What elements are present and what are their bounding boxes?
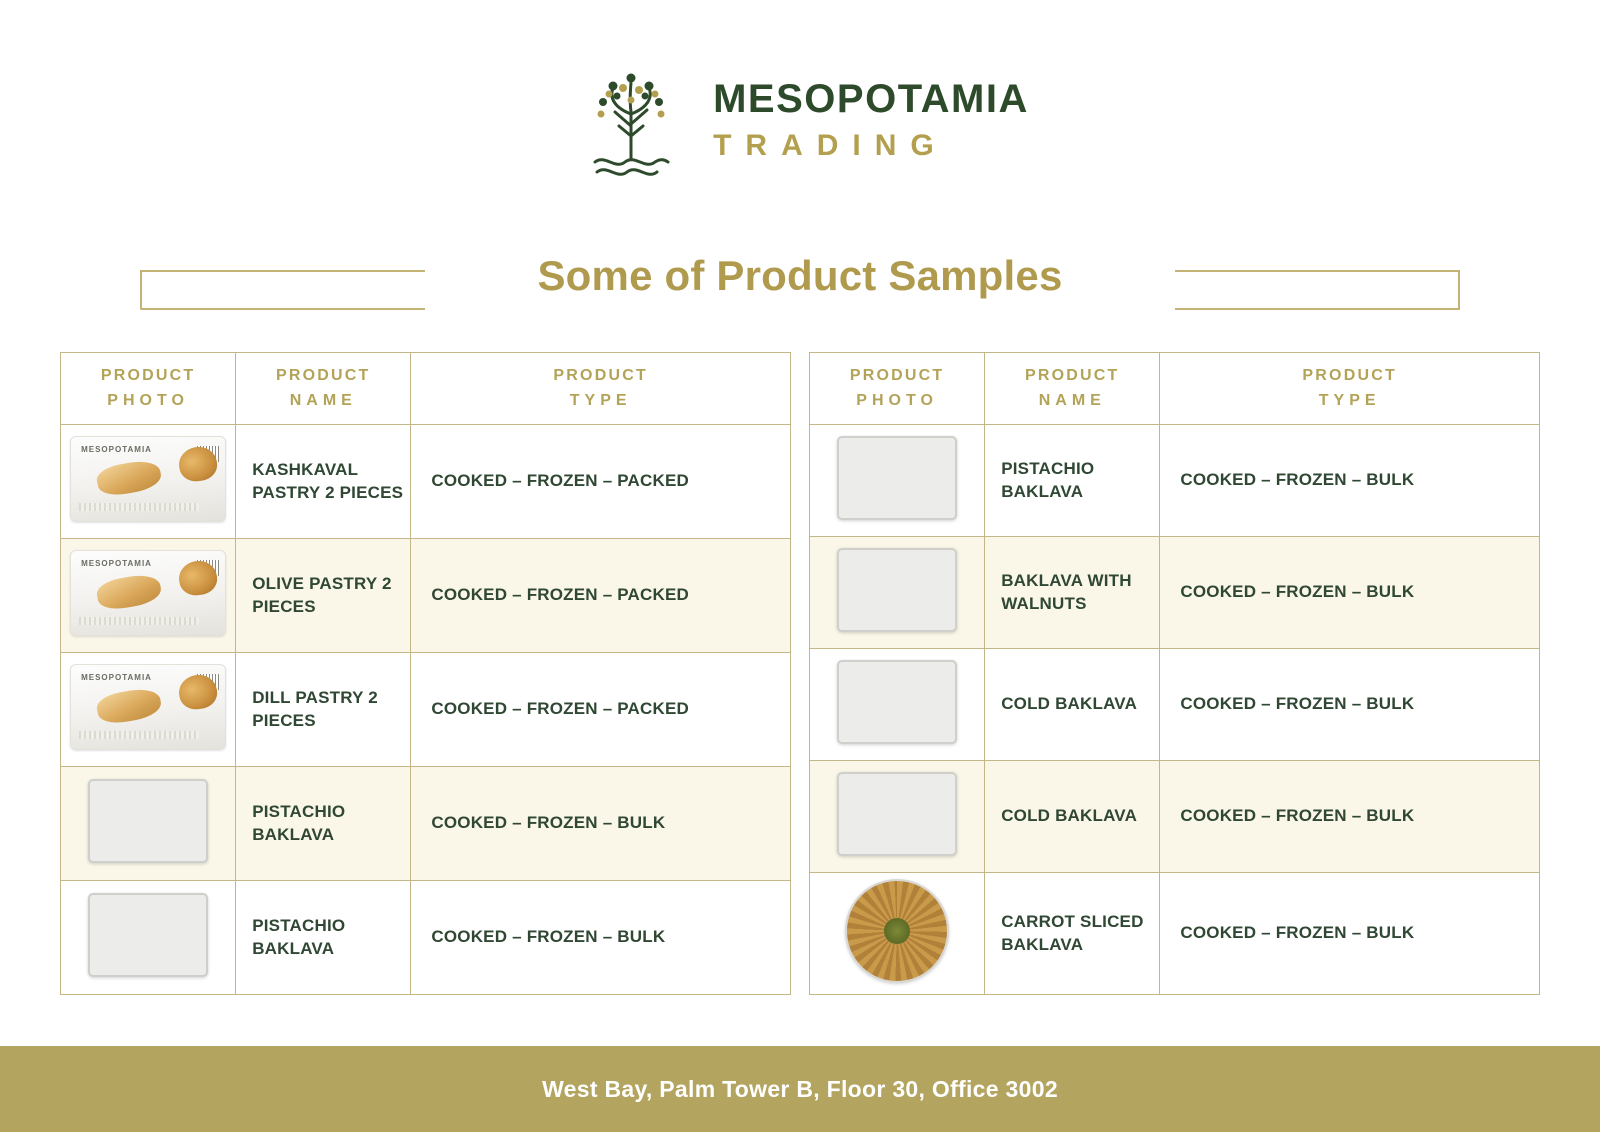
table-row <box>810 425 1540 537</box>
column-header-photo <box>810 353 985 425</box>
brand-tagline: TRADING <box>713 128 948 162</box>
product-type-cell: COOKED – FROZEN – PACKED <box>411 653 791 767</box>
table-row <box>61 539 791 653</box>
column-header-type-line1: PRODUCT <box>553 366 648 384</box>
olive-pastry-package-photo: MESOPOTAMIA <box>70 550 226 636</box>
product-name-cell: BAKLAVA WITH WALNUTS <box>985 537 1160 649</box>
product-name-cell: KASHKAVAL PASTRY 2 PIECES <box>236 425 411 539</box>
column-header-name <box>985 353 1160 425</box>
pistachio-baklava-tray-photo <box>88 779 208 863</box>
product-photo-cell <box>810 873 985 995</box>
product-type-cell: COOKED – FROZEN – BULK <box>1160 761 1540 873</box>
product-table-right <box>809 352 1540 995</box>
column-header-photo <box>61 353 236 425</box>
product-photo-cell <box>810 425 985 537</box>
column-header-name-line2: NAME <box>289 391 357 409</box>
brand-wordmark <box>713 78 1029 165</box>
product-table-left <box>60 352 791 995</box>
product-name-cell: CARROT SLICED BAKLAVA <box>985 873 1160 995</box>
product-photo-cell <box>61 653 236 767</box>
title-row <box>0 252 1600 322</box>
column-header-name-line2: NAME <box>1038 391 1106 409</box>
table-header-row <box>810 353 1540 425</box>
brand-header <box>0 62 1600 180</box>
table-row <box>810 537 1540 649</box>
column-header-type-line2: TYPE <box>569 391 632 409</box>
column-header-name-line1: PRODUCT <box>276 366 371 384</box>
product-type-cell: COOKED – FROZEN – BULK <box>1160 425 1540 537</box>
table-row <box>61 881 791 995</box>
column-header-photo-line1: PRODUCT <box>849 366 945 384</box>
product-name-cell: PISTACHIO BAKLAVA <box>236 881 411 995</box>
tree-logo-icon <box>571 62 691 180</box>
product-photo-cell <box>810 537 985 649</box>
product-photo-cell <box>810 761 985 873</box>
table-row <box>61 767 791 881</box>
product-type-cell: COOKED – FROZEN – BULK <box>1160 537 1540 649</box>
product-photo-cell <box>810 649 985 761</box>
footer-bar <box>0 1046 1600 1132</box>
pistachio-baklava-large-tray-photo <box>837 436 957 520</box>
brand-name: MESOPOTAMIA <box>713 76 1029 121</box>
product-type-cell: COOKED – FROZEN – BULK <box>1160 649 1540 761</box>
product-name-cell: OLIVE PASTRY 2 PIECES <box>236 539 411 653</box>
product-photo-cell <box>61 425 236 539</box>
table-row <box>810 761 1540 873</box>
column-header-type <box>1160 353 1540 425</box>
product-name-cell: DILL PASTRY 2 PIECES <box>236 653 411 767</box>
carrot-sliced-baklava-round-photo <box>845 879 949 983</box>
product-type-cell: COOKED – FROZEN – BULK <box>411 881 791 995</box>
product-type-cell: COOKED – FROZEN – BULK <box>1160 873 1540 995</box>
walnut-baklava-rolls-tray-photo <box>837 548 957 632</box>
cold-baklava-green-tray-photo <box>837 660 957 744</box>
table-row <box>810 873 1540 995</box>
column-header-photo-line1: PRODUCT <box>100 366 196 384</box>
product-name-cell: COLD BAKLAVA <box>985 649 1160 761</box>
kashkaval-pastry-package-photo: MESOPOTAMIA <box>70 436 226 522</box>
column-header-type <box>411 353 791 425</box>
product-type-cell: COOKED – FROZEN – PACKED <box>411 425 791 539</box>
product-name-cell: COLD BAKLAVA <box>985 761 1160 873</box>
table-row <box>61 653 791 767</box>
product-photo-cell <box>61 881 236 995</box>
page-title: Some of Product Samples <box>537 252 1063 299</box>
product-tables <box>60 352 1540 995</box>
table-header-row <box>61 353 791 425</box>
product-name-cell: PISTACHIO BAKLAVA <box>985 425 1160 537</box>
cold-baklava-dark-tray-photo <box>837 772 957 856</box>
column-header-type-line2: TYPE <box>1318 391 1381 409</box>
table-row <box>810 649 1540 761</box>
footer-address: West Bay, Palm Tower B, Floor 30, Office 3002 <box>542 1075 1058 1102</box>
product-type-cell: COOKED – FROZEN – PACKED <box>411 539 791 653</box>
dill-pastry-package-photo: MESOPOTAMIA <box>70 664 226 750</box>
product-photo-cell <box>61 767 236 881</box>
pistachio-baklava-tray-photo <box>88 893 208 977</box>
column-header-type-line1: PRODUCT <box>1302 366 1397 384</box>
column-header-photo-line2: PHOTO <box>107 391 189 409</box>
column-header-name-line1: PRODUCT <box>1025 366 1120 384</box>
column-header-photo-line2: PHOTO <box>856 391 938 409</box>
product-photo-cell <box>61 539 236 653</box>
product-type-cell: COOKED – FROZEN – BULK <box>411 767 791 881</box>
column-header-name <box>236 353 411 425</box>
table-row <box>61 425 791 539</box>
product-name-cell: PISTACHIO BAKLAVA <box>236 767 411 881</box>
